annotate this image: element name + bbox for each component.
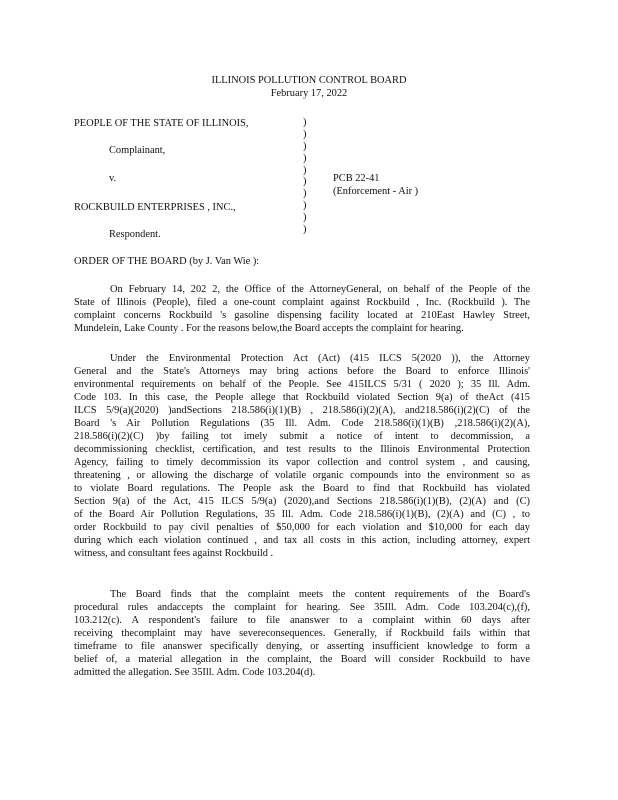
- paragraph-line: of the Board Air Pollution Regulations, 35 Ill. Adm. Code 218.586(i)(1)(B), (2)(A) and (C) , to: [74, 509, 530, 520]
- board-name: ILLINOIS POLLUTION CONTROL BOARD: [211, 75, 407, 86]
- paren-mark: ): [303, 117, 307, 128]
- paragraph-line: timeframe to file ananswer specifically denying, or asserting insufficient knowledge to form a: [74, 641, 530, 652]
- paragraph-line: during which each violation continued , and tax all costs in this action, including attorney, expert: [74, 535, 530, 546]
- paragraph-line: ILCS 5/9(a)(2020) )andSections 218.586(i)(1)(B) , 218.586(i)(2)(A), and218.586(i)(2)(C) of the: [74, 405, 530, 416]
- paragraph-line: Code 103. In this case, the People allege that Rockbuild violated Section 9(a) of theAct (415: [74, 392, 530, 403]
- paren-mark: ): [303, 152, 307, 164]
- paragraph-line: The Board finds that the complaint meets the content requirements of the Board's: [110, 589, 530, 600]
- paragraph-line: to violate Board regulations. The People ask the Board to find that Rockbuild has violated: [74, 483, 530, 494]
- versus-label: v.: [109, 173, 117, 184]
- paren-mark: ): [303, 128, 307, 140]
- plaintiff-name: PEOPLE OF THE STATE OF ILLINOIS,: [74, 118, 249, 129]
- paragraph-line: receiving thecomplaint may have severeconsequences. Generally, if Rockbuild fails within that: [74, 628, 530, 639]
- paragraph-line: belief of, a material allegation in the complaint, the Board will consider Rockbuild to have: [74, 654, 530, 665]
- paren-mark: ): [303, 200, 307, 212]
- order-heading: ORDER OF THE BOARD (by J. Van Wie ):: [74, 256, 260, 267]
- complainant-label: Complainant,: [109, 145, 166, 156]
- paragraph-line: Board 's Air Pollution Regulations (35 Ill. Adm. Code 218.586(i)(1)(B) ,218.586(i)(2)(A),: [74, 418, 530, 429]
- paragraph-line: 218.586(i)(2)(C) )by failing tot imely submit a notice of intent to decommission, a: [74, 431, 530, 442]
- case-number: PCB 22-41: [333, 173, 380, 184]
- paragraph-line: threatening , or allowing the discharge of volatile organic compounds into the environment so as: [74, 470, 530, 481]
- paragraph-line: Section 9(a) of the Act, 415 ILCS 5/9(a) (2020),and Sections 218.586(i)(1)(B), (2)(A) and (C): [74, 496, 530, 507]
- paragraph-line: On February 14, 202 2, the Office of the AttorneyGeneral, on behalf of the People of the: [110, 284, 530, 295]
- paragraph-allegations: [74, 352, 530, 560]
- paragraph-line: environmental requirements on behalf of the People. See 415ILCS 5/31 ( 2020 ); 35 Ill. Adm.: [74, 379, 530, 390]
- paren-mark: ): [303, 176, 307, 188]
- defendant-name: ROCKBUILD ENTERPRISES , INC.,: [74, 202, 236, 213]
- paragraph-line: Agency, failing to timely decommission its vapor collection and control system , and causing,: [74, 457, 530, 468]
- paren-mark: ): [303, 224, 307, 236]
- paragraph-acceptance: [74, 588, 530, 679]
- paragraph-line: complaint concerns Rockbuild 's gasoline dispensing facility located at 210East Hawley Street,: [74, 310, 530, 321]
- paren-mark: ): [303, 140, 307, 152]
- paragraph-line: State of Illinois (People), filed a one-count complaint against Rockbuild , Inc. (Rockbuild ). The: [74, 297, 530, 308]
- paragraph-line: 103.212(c). A respondent's failure to file ananswer to a complaint within 60 days after: [74, 615, 530, 626]
- paragraph-line: admitted the allegation. See 35Ill. Adm. Code 103.204(d).: [74, 667, 316, 678]
- paragraph-line: witness, and consultant fees against Rockbuild .: [74, 548, 274, 559]
- paren-mark: ): [303, 164, 307, 176]
- case-type: (Enforcement - Air ): [333, 186, 419, 197]
- paragraph-line: General and the State's Attorneys may bring actions before the Board to enforce Illinois': [74, 366, 530, 377]
- caption-parenthesis-column: [303, 117, 306, 236]
- respondent-label: Respondent.: [109, 229, 161, 240]
- order-date: February 17, 2022: [270, 88, 348, 99]
- paragraph-line: Under the Environmental Protection Act (Act) (415 ILCS 5(2020 )), the Attorney: [110, 353, 530, 364]
- paragraph-intro: [74, 283, 530, 335]
- paragraph-line: procedural rules andaccepts the complaint for hearing. See 35Ill. Adm. Code 103.204(c),(f),: [74, 602, 530, 613]
- paren-mark: ): [303, 188, 307, 200]
- paragraph-line: Mundelein, Lake County . For the reasons below,the Board accepts the complaint for hearing.: [74, 323, 464, 334]
- paragraph-line: decommissioning checklist, certification, and test results to the Illinois Environmental Protection: [74, 444, 530, 455]
- paren-mark: ): [303, 212, 307, 224]
- paragraph-line: order Rockbuild to pay civil penalties of $50,000 for each violation and $10,000 for each day: [74, 522, 530, 533]
